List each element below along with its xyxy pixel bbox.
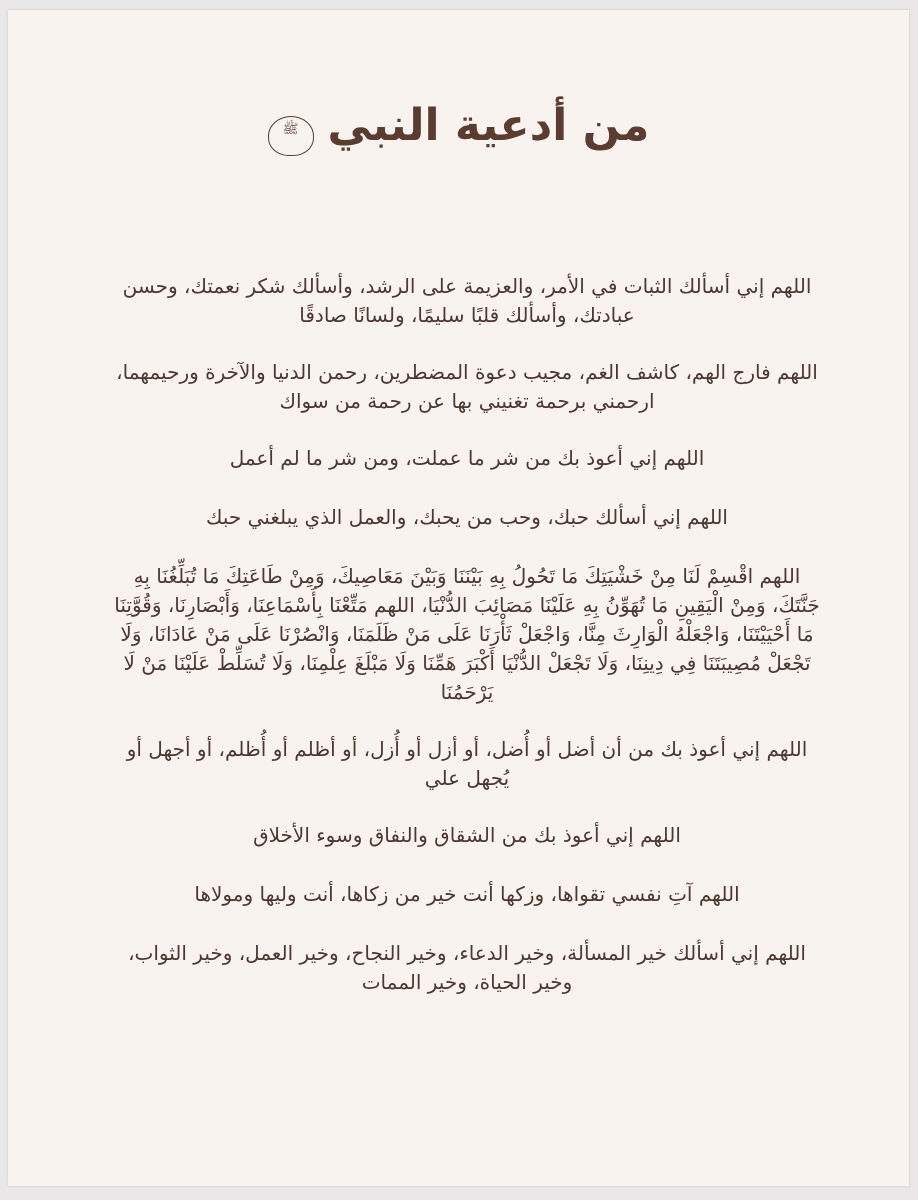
dua-paragraph: اللهم إني أسألك الثبات في الأمر، والعزيمة على الرشد، وأسألك شكر نعمتك، وحسن عبادتك، وأسألك قلبًا سليمًا، ولسانًا صادقًا [122,274,812,327]
dua-paragraph: اللهم آتِ نفسي تقواها، وزكها أنت خير من زكاها، أنت وليها ومولاها [194,882,740,906]
dua-paragraph: اللهم إني أعوذ بك من شر ما عملت، ومن شر ما لم أعمل [229,446,705,470]
dua-paragraph: اللهم فارج الهم، كاشف الغم، مجيب دعوة المضطرين، رحمن الدنيا والآخرة ورحيمهما، ارحمني برحمة تغنيني بها عن رحمة من سواك [116,360,818,413]
title-row [8,102,909,156]
dua-paragraph: اللهم إني أسألك حبك، وحب من يحبك، والعمل الذي يبلغني حبك [206,505,728,529]
document-page [8,10,909,1186]
honorific-symbol: ﷺ [268,116,314,156]
dua-paragraph: اللهم إني أعوذ بك من الشقاق والنفاق وسوء الأخلاق [253,823,681,847]
dua-paragraph: اللهم إني أعوذ بك من أن أضل أو أُضل، أو أزل أو أُزل، أو أظلم أو أُظلم، أو أجهل أو يُجهل علي [126,737,808,790]
page-title: من أدعية النبي [327,100,650,151]
dua-paragraph: اللهم إني أسألك خير المسألة، وخير الدعاء، وخير النجاح، وخير العمل، وخير الثواب، وخير الحياة، وخير الممات [128,941,806,994]
dua-paragraph: اللهم اقْسِمْ لَنَا مِنْ خَشْيَتِكَ مَا تَحُولُ بِهِ بَيْنَنَا وَبَيْنَ مَعَاصِيكَ، وَمِنْ طَاعَتِكَ مَا تُبَلِّغُنَا بِهِ جَنَّتَكَ، وَمِنْ الْيَقِينِ مَا تُهَوِّنُ بِهِ عَلَيْنَا مَصَائِبَ الدُّنْيَا، اللهم مَتِّعْنَا بِأَسْمَاعِنَا، وَأَبْصَارِنَا، وَقُوَّتِنَا مَا أَحْيَيْتَنَا، وَاجْعَلْهُ الْوَارِثَ مِنَّا، وَاجْعَلْ ثَأْرَنَا عَلَى مَنْ ظَلَمَنَا، وَانْصُرْنَا عَلَى مَنْ عَادَانَا، وَلَا تَجْعَلْ مُصِيبَتَنَا فِي دِينِنَا، وَلَا تَجْعَلْ الدُّنْيَا أَكْبَرَ هَمِّنَا وَلَا مَبْلَغَ عِلْمِنَا، وَلَا تُسَلِّطْ عَلَيْنَا مَنْ لَا يَرْحَمُنَا [114,564,820,704]
duas-list [108,272,826,1025]
